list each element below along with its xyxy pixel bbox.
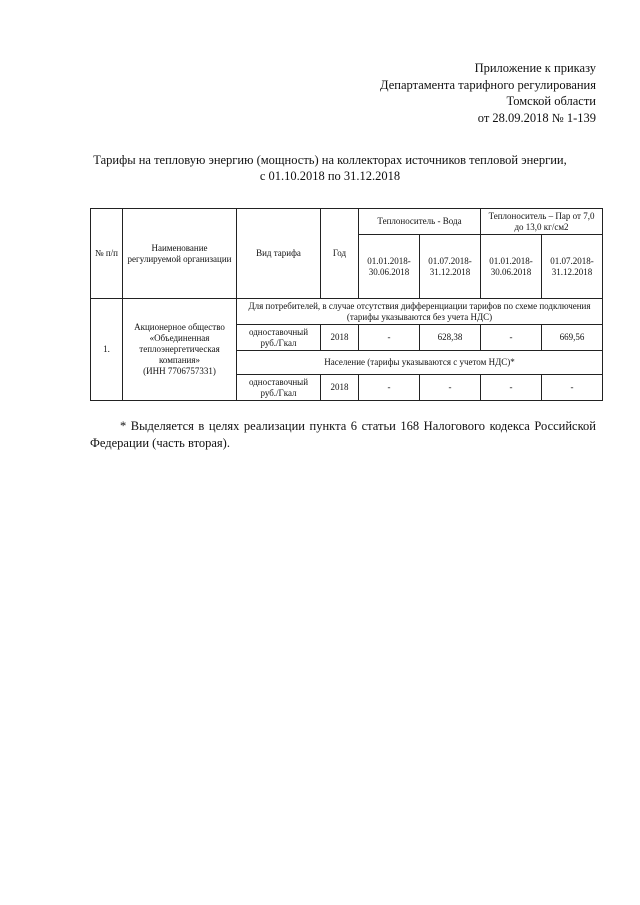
appendix-line: Томской области bbox=[506, 94, 596, 108]
header-period: 01.01.2018-30.06.2018 bbox=[481, 235, 542, 299]
tariff-value: 628,38 bbox=[420, 325, 481, 351]
tariff-value: - bbox=[359, 375, 420, 401]
header-water: Теплоноситель - Вода bbox=[359, 209, 481, 235]
year-cell: 2018 bbox=[321, 375, 359, 401]
tariff-table bbox=[90, 208, 603, 401]
tariff-value: - bbox=[420, 375, 481, 401]
row-num: 1. bbox=[91, 299, 123, 401]
section-heading: Население (тарифы указываются с учетом НДС)* bbox=[237, 351, 603, 375]
section-heading: Для потребителей, в случае отсутствия дифференциации тарифов по схеме подключения (тарифы указываются без учета НДС) bbox=[237, 299, 603, 325]
org-name: Акционерное общество «Объединенная теплоэнергетическая компания» bbox=[134, 322, 225, 365]
document-title bbox=[60, 152, 600, 184]
tariff-type-cell: одноставочный руб./Гкал bbox=[237, 325, 321, 351]
tariff-value: - bbox=[359, 325, 420, 351]
year-cell: 2018 bbox=[321, 325, 359, 351]
header-period: 01.07.2018-31.12.2018 bbox=[420, 235, 481, 299]
appendix-order-date: от 28.09.2018 № 1-139 bbox=[477, 110, 596, 125]
appendix-line: Департамента тарифного регулирования bbox=[380, 77, 596, 92]
header-year: Год bbox=[321, 209, 359, 299]
org-cell bbox=[123, 299, 237, 401]
title-line-2: с 01.10.2018 по 31.12.2018 bbox=[259, 169, 401, 183]
tariff-value: 669,56 bbox=[542, 325, 603, 351]
header-tariff-type: Вид тарифа bbox=[237, 209, 321, 299]
tariff-type-cell: одноставочный руб./Гкал bbox=[237, 375, 321, 401]
tariff-value: - bbox=[481, 375, 542, 401]
header-period: 01.01.2018-30.06.2018 bbox=[359, 235, 420, 299]
appendix-block bbox=[380, 60, 596, 126]
org-inn: (ИНН 7706757331) bbox=[143, 366, 216, 376]
title-line-1: Тарифы на тепловую энергию (мощность) на коллекторах источников тепловой энергии, bbox=[93, 153, 567, 167]
header-num: № п/п bbox=[91, 209, 123, 299]
header-steam: Теплоноситель – Пар от 7,0 до 13,0 кг/см2 bbox=[481, 209, 603, 235]
appendix-line: Приложение к приказу bbox=[474, 61, 596, 75]
tariff-value: - bbox=[542, 375, 603, 401]
footnote: * Выделяется в целях реализации пункта 6 статьи 168 Налогового кодекса Российской Федерации (часть вторая). bbox=[90, 419, 596, 450]
tariff-value: - bbox=[481, 325, 542, 351]
header-period: 01.07.2018-31.12.2018 bbox=[542, 235, 603, 299]
header-org: Наименование регулируемой организации bbox=[123, 209, 237, 299]
